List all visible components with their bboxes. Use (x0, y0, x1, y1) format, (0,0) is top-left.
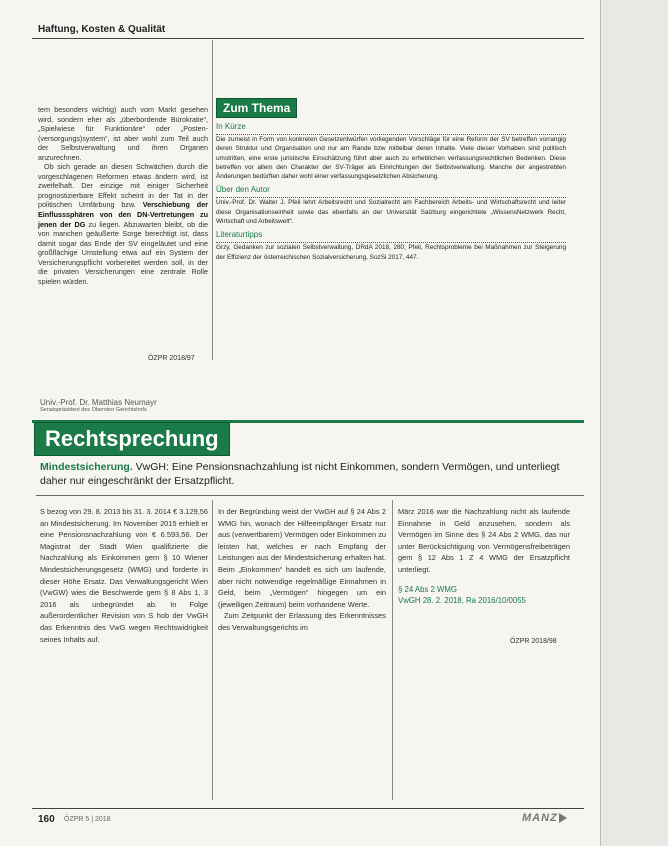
case-headline (40, 460, 580, 488)
column-divider (212, 500, 213, 800)
autor-text: Univ.-Prof. Dr. Walter J. Pfeil lehrt Arbeitsrecht und Sozialrecht am Fachbereich Arbeits- und Wirtschaftsrecht und leiter diese Organisationseinheit sowie das ebenfalls an der Universität Salzburg eingerichtete „WissensNetzwerk Recht, Wirtschaft und Arbeitswelt“. (216, 199, 566, 226)
left-paragraph: tem besonders wichtig) auch vom Markt gesehen wird, sondern eher als „überbordende Bürokratie“, „Spielwiese für Funktionäre“ oder „Posten-(versorgungs)system“, ist aber wohl zum Teil auch der Selbstverwaltung und ihren Organen anzurechnen. (38, 105, 208, 162)
article-source: ÖZPR 2018/97 (148, 355, 195, 362)
next-page-edge (600, 0, 668, 846)
case-reference-law: § 24 Abs 2 WMG (398, 584, 457, 594)
journal-issue: ÖZPR 5 | 2018 (64, 816, 111, 823)
case-column-1 (40, 506, 208, 645)
author-role: Senatspräsident des Obersten Gerichtshofs (40, 407, 147, 413)
header-rule (32, 38, 584, 39)
literatur-text: Grzy, Gedanken zur sozialen Selbstverwaltung, DRdA 2018, 280; Pfeil, Rechtsprobleme bei Maßnahmen zur Steigerung der Effizienz der österreichischen Sozialversicherung, SozSi 2017, 447. (216, 244, 566, 261)
author-name: Univ.-Prof. Dr. Matthias Neumayr (40, 398, 157, 407)
case-source: ÖZPR 2018/98 (510, 638, 557, 645)
headline-text: VwGH: Eine Pensionsnachzahlung ist nicht Einkommen, sondern Vermögen, und unterliegt daher nur eingeschränkt der Ersatzpflicht. (40, 461, 560, 487)
case-reference-decision: VwGH 28. 2. 2018, Ra 2016/10/0055 (398, 595, 526, 605)
literatur-title: Literaturtipps (216, 230, 263, 240)
left-article-column (38, 105, 208, 286)
in-kuerze-title: In Kürze (216, 122, 246, 131)
page-number: 160 (38, 814, 55, 825)
publisher-logo: MANZ (522, 812, 567, 824)
bold-phrase: Verschiebung der Einflusssphären von den DN-Vertretungen zu jenen der DG (38, 200, 208, 229)
rechtsprechung-banner: Rechtsprechung (34, 422, 230, 456)
zum-thema-box (216, 98, 566, 262)
section-header: Haftung, Kosten & Qualität (38, 24, 166, 35)
case-paragraph: Zum Zeitpunkt der Erlassung des Erkenntnisses des Verwaltungsgerichts im (218, 611, 386, 632)
case-column-3 (398, 506, 570, 606)
left-paragraph: Ob sich gerade an diesen Schwächen durch die vorgeschlagenen Reformen etwas ändern wird, ist zweifelhaft. Der einzige mit einiger Sicherheit prognostizierbare Effekt scheint in der Tat in der politischen Umfärbung bzw. Verschiebung der Einflusssphären von den DN-Vertretungen zu jenen der DG zu liegen. Abzuwarten bleibt, ob die von manchen geäußerte Sorge berechtigt ist, dass damit sogar das Ende der SV eingeläutet und eine großflächige Umstellung etwa auf ein System der Versicherungspflicht vorbereitet werden soll, in der die privaten Versicherungen eine zentrale Rolle spielen würden. (38, 162, 208, 286)
headline-keyword: Mindestsicherung. (40, 461, 133, 473)
in-kuerze-text: Die zumeist in Form von konkreten Gesetzentwürfen vorliegenden Vorschläge für eine Reform der SV betreffen vorrangig deren Struktur und Organisation und nur am Rande bzw mittelbar deren Inhalte. Viele dieser Vorhaben sind politisch umstritten, eine erste juristische Einschätzung führt aber auch zu erheblichen verfassungsrechtlichen Bedenken. Diese betreffen vor allem den Charakter der SV-Träger als Einrichtungen der Selbstverwaltung. Manche der angestrebten Änderungen bedürften daher wohl einer verfassungsgesetzlichen Absicherung. (216, 136, 566, 181)
section-author (40, 398, 157, 413)
column-divider (212, 40, 213, 360)
case-paragraph: März 2016 war die Nachzahlung nicht als laufende Einnahme in Geld anzusehen, sondern als Vermögen im Sinne des § 24 Abs 2 WMG, das nur unter Berücksichtigung von Vermögensfreibeträgen gem § 12 Abs 1 Z 4 WMG der Ersatzpflicht unterliegt. (398, 507, 570, 574)
case-column-2 (218, 506, 386, 634)
case-paragraph: S bezog von 29. 8. 2013 bis 31. 3. 2014 € 3.129,56 an Mindestsicherung. Im November 2015 erhielt er eine Pensionsnachzahlung von € 6.593,56. Der Magistrat der Stadt Wien qualifizierte die Nachzahlung als Einkommen gem § 10 Wiener Mindestsicherungsgesetz (WMG) und forderte in dieser Höhe Ersatz. Das Verwaltungsgericht Wien (VwGW) wies die Beschwerde gem § 8 Abs 1, 3 2016 als unbegründet ab. In Folge außerordentlicher Revision von S hob der VwGH das Erkenntnis des VwG wegen Rechtswidrigkeit seines Inhalts auf. (40, 507, 208, 644)
autor-title: Über den Autor (216, 185, 270, 195)
zum-thema-heading: Zum Thema (216, 98, 297, 118)
footer-rule (32, 808, 584, 809)
logo-triangle-icon (559, 813, 567, 823)
column-divider (392, 500, 393, 800)
case-paragraph: In der Begründung weist der VwGH auf § 24 Abs 2 WMG hin, wonach der Hilfeempfänger Ersatz nur aus (verwertbarem) Vermögen oder Einkommen zu leisten hat, welches er nach Empfang der Leistungen aus der Mindestsicherung erhalten hat. Beim „Einkommen“ handelt es sich um laufende, aber nicht notwendige regelmäßige Einnahmen in Geld, beim „Vermögen“ hingegen um ein (jeweiligen Zeitraum) beim vorhandene Werte. (218, 507, 386, 609)
headline-rule (36, 495, 584, 496)
